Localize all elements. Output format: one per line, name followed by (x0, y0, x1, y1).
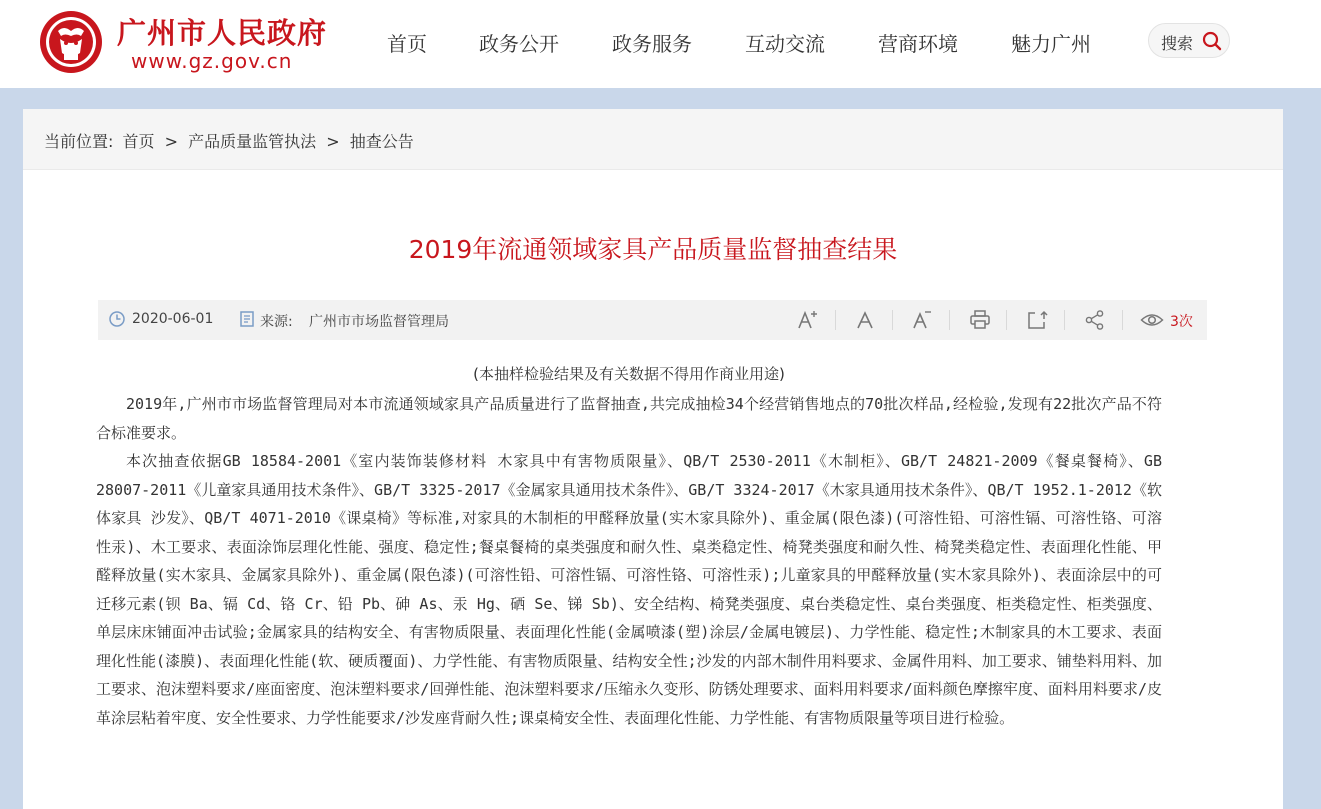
search-icon (1201, 30, 1223, 52)
source-label: 来源: (260, 314, 293, 330)
site-header (0, 0, 1321, 88)
site-title[interactable]: 广州市人民政府 (117, 16, 328, 50)
article-body (96, 362, 1162, 732)
publish-date: 2020-06-01 (132, 311, 214, 327)
breadcrumb-home[interactable]: 首页 (122, 132, 155, 151)
nav-item-interaction[interactable]: 互动交流 (745, 32, 825, 56)
divider (835, 310, 836, 330)
clock-icon (108, 310, 126, 328)
ram-emblem-icon[interactable] (38, 9, 104, 75)
divider (1064, 310, 1065, 330)
breadcrumb-spot-check[interactable]: 抽查公告 (349, 132, 414, 151)
nav-item-business-env[interactable]: 营商环境 (878, 32, 958, 56)
breadcrumb-product-quality[interactable]: 产品质量监管执法 (188, 132, 317, 151)
font-normal-icon[interactable] (853, 308, 877, 332)
nav-item-home[interactable]: 首页 (387, 32, 427, 56)
font-larger-icon[interactable] (796, 308, 820, 332)
document-icon (238, 310, 256, 328)
share-window-icon[interactable] (1025, 308, 1049, 332)
breadcrumb-separator: > (164, 132, 179, 151)
usage-note: (本抽样检验结果及有关数据不得用作商业用途) (473, 365, 785, 383)
breadcrumb (23, 109, 1283, 170)
breadcrumb-prefix: 当前位置: (44, 132, 114, 151)
divider (1122, 310, 1123, 330)
nav-item-charm-guangzhou[interactable]: 魅力广州 (1011, 32, 1091, 56)
search-label: 搜索 (1161, 34, 1194, 53)
divider (892, 310, 893, 330)
eye-icon (1140, 308, 1164, 332)
divider (1006, 310, 1007, 330)
article-title: 2019年流通领域家具产品质量监督抽查结果 (408, 235, 898, 264)
font-smaller-icon[interactable] (910, 308, 934, 332)
nav-item-gov-affairs-public[interactable]: 政务公开 (479, 32, 559, 56)
breadcrumb-separator: > (326, 132, 340, 151)
share-icon[interactable] (1083, 308, 1107, 332)
article-paragraph: 2019年,广州市市场监督管理局对本市流通领域家具产品质量进行了监督抽查,共完成抽检34个经营销售地点的70批次样品,经检验,发现有22批次产品不符合标准要求。 (96, 395, 1162, 442)
source-name: 广州市市场监督管理局 (309, 314, 449, 330)
article-paragraph: 本次抽查依据GB 18584-2001《室内装饰装修材料 木家具中有害物质限量》、QB/T 2530-2011《木制柜》、GB/T 24821-2009《餐桌餐椅》、GB 28007-2011《儿童家具通用技术条件》、GB/T 3325-2017《金属家具通用技术条件》、GB/T 3324-2017《木家具通用技术条件》、QB/T 1952.1-2012《软体家具 沙发》、QB/T 4071-2010《课桌椅》等标准,对家具的木制柜的甲醛释放量(实木家具除外)、重金属(限色漆)(可溶性铅、可溶性镉、可溶性铬、可溶性汞)、木工要求、表面涂饰层理化性能、强度、稳定性;餐桌餐椅的桌类强度和耐久性、桌类稳定性、椅凳类强度和耐久性、椅凳类稳定性、表面理化性能、甲醛释放量(实木家具、金属家具除外)、重金属(限色漆)(可溶性铅、可溶性镉、可溶性铬、可溶性汞);儿童家具的甲醛释放量(实木家具除外)、表面涂层中的可迁移元素(钡 Ba、镉 Cd、铬 Cr、铅 Pb、砷 As、汞 Hg、硒 Se、锑 Sb)、安全结构、椅凳类强度、桌台类稳定性、桌台类强度、柜类稳定性、柜类强度、单层床床铺面冲击试验;金属家具的结构安全、有害物质限量、表面理化性能(金属喷漆(塑)涂层/金属电镀层)、力学性能、稳定性;木制家具的木工要求、表面理化性能(漆膜)、表面理化性能(软、硬质覆面)、力学性能、有害物质限量、结构安全性;沙发的内部木制件用料要求、金属件用料、加工要求、铺垫料用料、加工要求、泡沫塑料要求/座面密度、泡沫塑料要求/回弹性能、泡沫塑料要求/压缩永久变形、防锈处理要求、面料用料要求/面料颜色摩擦牢度、面料用料要求/皮革涂层粘着牢度、安全性要求、力学性能要求/沙发座背耐久性;课桌椅安全性、表面理化性能、力学性能、有害物质限量等项目进行检验。 (96, 452, 1162, 727)
content-panel (23, 109, 1283, 809)
article-meta-bar (98, 300, 1207, 340)
print-icon[interactable] (968, 308, 992, 332)
search-button[interactable] (1148, 23, 1230, 58)
nav-item-gov-services[interactable]: 政务服务 (612, 32, 692, 56)
view-count: 3次 (1170, 314, 1193, 330)
divider (949, 310, 950, 330)
site-url[interactable]: www.gz.gov.cn (131, 49, 293, 73)
